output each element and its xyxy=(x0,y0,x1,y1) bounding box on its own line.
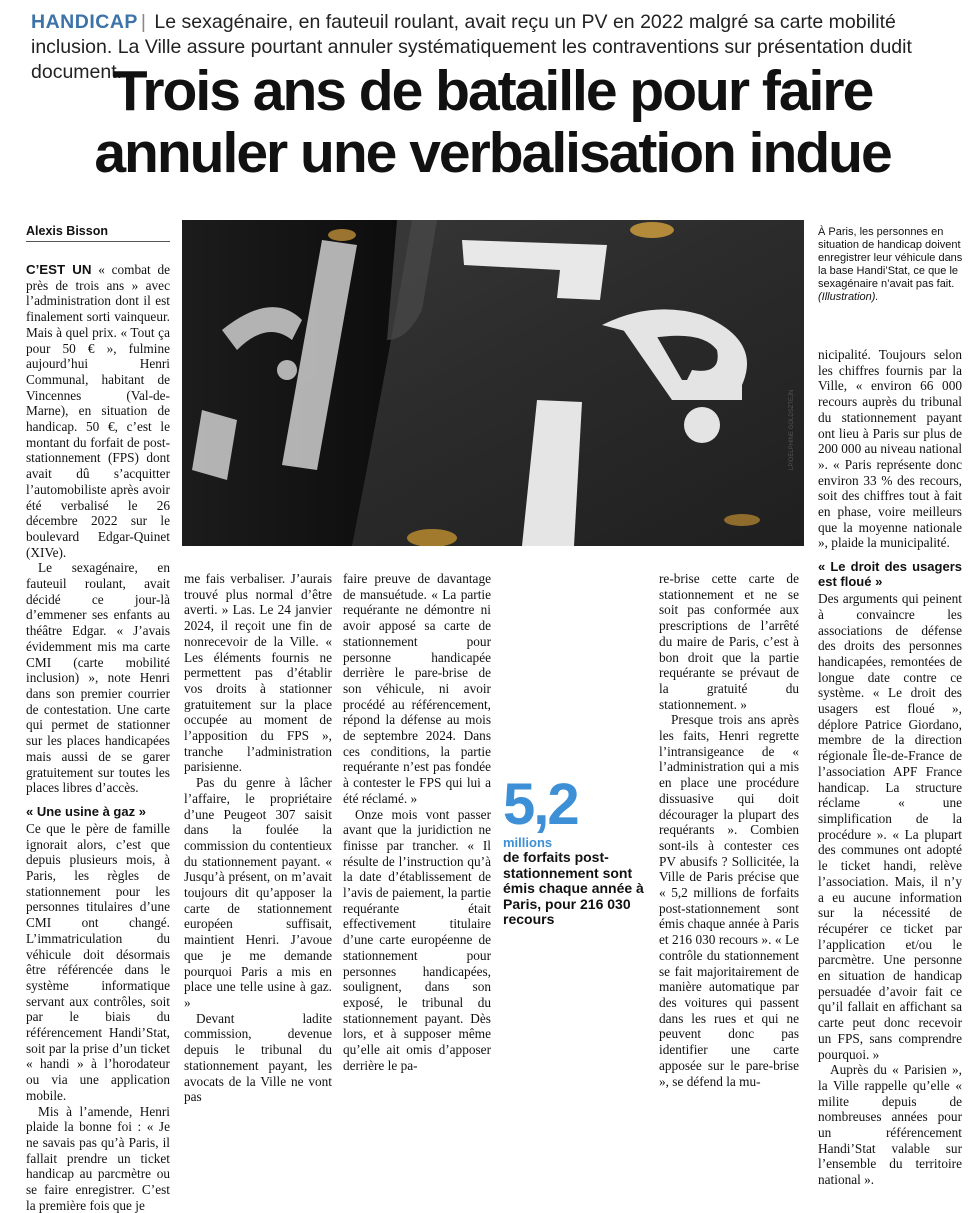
stat-box xyxy=(503,772,653,928)
byline-rule xyxy=(26,241,170,242)
article-column-2 xyxy=(184,571,332,1105)
paragraph: me fais verbaliser. J’aurais trouvé plus normal d’être averti. » Las. Le 24 janvier 2024, il reçoit une fin de nonrecevoir de la Ville. « Les éléments fournis ne permettent pas d’établir vos droits à stationner gratuitement sur la place occupée au moment de l’apposition du FPS », tranche l’administration parisienne. xyxy=(184,571,332,775)
lead-word: C’EST UN xyxy=(26,262,92,277)
paragraph: Ce que le père de famille ignorait alors, c’est que depuis plusieurs mois, à Paris, les règles de stationnement pour les personnes titulaires d’une CMI ont changé. L’immatriculation du véhicule doit désormais être référencée dans le système informatique servant aux contrôles, soit par le biais du référencement Handi’Stat, soit par la prise d’un ticket « handi » à l’horodateur ou via une application mobile. xyxy=(26,820,170,1103)
paragraph: re-brise cette carte de stationnement et ne se soit pas conformée aux prescriptions de l’arrêté du maire de Paris, c’est à bon droit que la partie requérante se prévaut de la gratuité du stationnement. » xyxy=(659,571,799,712)
paragraph: nicipalité. Toujours selon les chiffres fournis par la Ville, « environ 66 000 recours auprès du tribunal du stationnement payant ont lieu à Paris sur plus de 200 000 au niveau national ». « Paris représente donc environ 33 % des recours, soit des chiffres tout à fait en phase, voire meilleurs que la moyenne nationale », plaide la municipalité. xyxy=(818,347,963,551)
article-column-1 xyxy=(26,262,170,1213)
stat-description: de forfaits post-stationnement sont émis chaque année à Paris, pour 216 030 recours xyxy=(503,849,644,927)
kicker-tag: HANDICAP xyxy=(31,11,138,33)
caption-note: (Illustration). xyxy=(818,291,879,303)
caption-text: À Paris, les personnes en situation de handicap doivent enregistrer leur véhicule dans la base Handi’Stat, ce que le sexagénaire n’avait pas fait. xyxy=(818,226,963,290)
paragraph: faire preuve de davantage de mansuétude. « La partie requérante ne démontre ni avoir apposé sa carte de stationnement pour personne handicapée derrière le pare-brise de son véhicule, ni avoir procédé au référencement, répond la défense au mois de septembre 2024. Dans ces conditions, la partie requérante n’est pas fondée à contester le FPS qui lui a été réclamé. » xyxy=(343,571,491,806)
headline: Trois ans de bataille pour faire annuler une verbalisation indue xyxy=(94,59,891,185)
paragraph: Le sexagénaire, en fauteuil roulant, avait décidé ce jour-là d’emmener ses enfants au théâtre Edgar. « J’avais évidemment mis ma carte CMI (carte mobilité inclusion) », note Henri dans son premier courrier de contestation. Une carte qui permet de stationner sur les places handicapées mais aussi de se garer gratuitement sur toutes les places libres d’accès. xyxy=(26,560,170,796)
subheading: « Une usine à gaz » xyxy=(26,803,146,819)
photo-caption xyxy=(818,226,968,304)
kicker-separator: | xyxy=(140,11,146,33)
article-photo xyxy=(182,220,804,546)
lead-text: « combat de près de trois ans » avec l’administration dont il est finalement sorti vainqueur. Mais à quel prix. « Tout ça pour 50 € », fulmine aujourd’hui Henri Communal, habitant de Vincennes (Val-de-Marne), en situation de handicap. 50 €, c’est le montant du forfait de post-stationnement (FPS) dont avait dû s’acquitter l’automobiliste après avoir été verbalisé le 26 décembre 2022 sur le boulevard Edgar-Quinet (XIVe). xyxy=(26,262,170,560)
paragraph: Onze mois vont passer avant que la juridiction ne finisse par trancher. « Il résulte de l’instruction qu’à la date d’établissement de l’avis de paiement, la partie requérante était effectivement titulaire d’une carte européenne de stationnement pour personnes handicapées, soulignent, dans son exposé, le tribunal du stationnement payant. Dès lors, et à supposer même qu’elle ait omis d’apposer derrière le pa- xyxy=(343,806,491,1073)
kicker-text: Le sexagénaire, en fauteuil roulant, avait reçu un PV en 2022 malgré sa carte mobilité inclusion. La Ville assure pourtant annuler systématiquement les contraventions sur présentation dudit document. xyxy=(31,11,912,83)
article-column-5 xyxy=(818,347,962,1188)
article-column-3 xyxy=(343,571,491,1074)
paragraph: Pas du genre à lâcher l’affaire, le propriétaire d’une Peugeot 307 saisit dans la foulée la commission du contentieux du stationnement payant. « Jusqu’à présent, on m’avait toujours dit qu’apposer la carte de stationnement européen suffisait, maintient Henri. J’avoue que je me demande pourquoi Paris a mis en place une telle usine à gaz. » xyxy=(184,775,332,1010)
photo-credit: LP/DELPHINE GOLDSZTEJN xyxy=(789,389,795,470)
paragraph: Des arguments qui peinent à convaincre les associations de défense des droits des personnes handicapées, remontées de longue date contre ce système. « Le droit des usagers est floué », déplore Patrice Giordano, membre de la direction régionale Île-de-France de l’association APF France handicap. La structure réclame « une simplification de la procédure ». « La plupart des communes ont adopté le ticket handi, relève l’association. Mais, il n’y a eu aucune information sur la nécessité de récupérer ce ticket par l’application et/ou le parcmètre. Une personne en situation de handicap persuadée d’avoir fait ce qu’il fallait en affichant sa carte peut donc recevoir un FPS, sans comprendre pourquoi. » xyxy=(818,591,962,1062)
stat-number: 5,2 xyxy=(503,772,578,837)
lead-paragraph xyxy=(26,262,170,560)
subheading: « Le droit des usagers est floué » xyxy=(818,559,962,590)
paragraph: Devant ladite commission, devenue depuis le tribunal du stationnement payant, les avocats de la Ville ne vont pas xyxy=(184,1010,332,1105)
stat-unit: millions xyxy=(503,835,553,850)
byline: Alexis Bisson xyxy=(26,224,108,238)
paragraph: Presque trois ans après les faits, Henri regrette l’intransigeance de « l’administration qui a mis en place une procédure dissuasive qui doit décourager la plupart des requérants ». Combien sont-ils à contester ces PV abusifs ? Sollicitée, la Ville de Paris précise que « 5,2 millions de forfaits post-stationnement sont émis chaque année à Paris et 216 030 recours ». « Le contrôle du stationnement se fait majoritairement de manière automatique par des voitures qui passent dans les rues et qui ne peuvent donc pas identifier une carte apposée sur le pare-brise », se défend la mu- xyxy=(659,712,799,1089)
article-column-4 xyxy=(659,571,799,1089)
paragraph: Mis à l’amende, Henri plaide la bonne foi : « Je ne savais pas qu’à Paris, il fallait prendre un ticket handicap au parcmètre ou se faire enregistrer. C’est la première fois que je xyxy=(26,1103,170,1213)
paragraph: Auprès du « Parisien », la Ville rappelle qu’elle « milite depuis de nombreuses années pour un référencement Handi’Stat valable sur l’ensemble du territoire national ». xyxy=(818,1062,962,1188)
parking-space-illustration xyxy=(182,220,804,546)
